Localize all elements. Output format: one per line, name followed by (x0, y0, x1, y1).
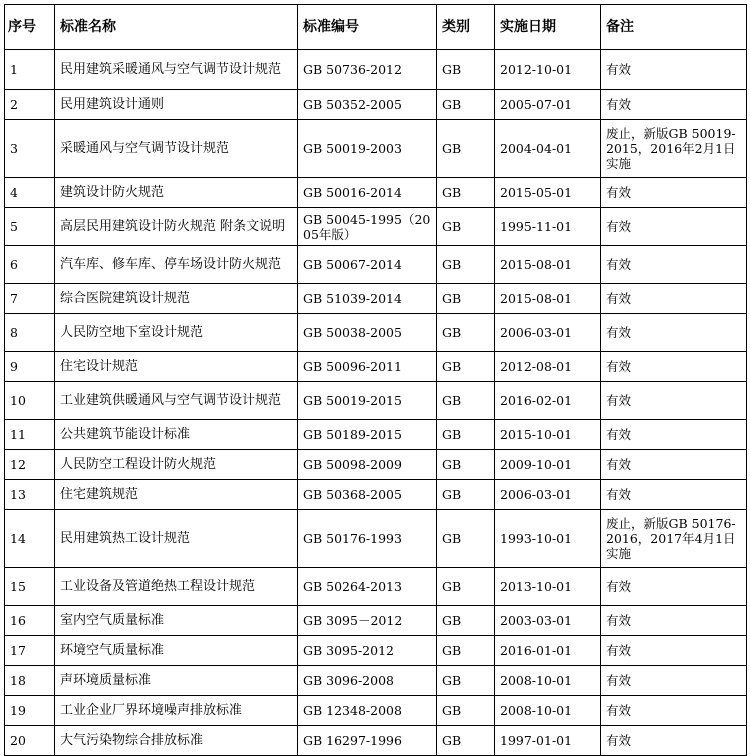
table-row (5, 450, 747, 480)
standard-name: 工业企业厂界环境噪声排放标准 (55, 696, 298, 726)
row-number: 5 (5, 208, 55, 246)
effective-date: 2008-10-01 (495, 666, 601, 696)
header-type: 类别 (437, 5, 495, 50)
standard-name: 工业设备及管道绝热工程设计规范 (55, 568, 298, 606)
standard-code: GB 50096-2011 (298, 352, 437, 382)
standard-name: 建筑设计防火规范 (55, 178, 298, 208)
table-row (5, 666, 747, 696)
row-number: 18 (5, 666, 55, 696)
standard-type: GB (437, 606, 495, 636)
remark: 有效 (601, 696, 747, 726)
remark: 有效 (601, 480, 747, 510)
standard-name: 住宅设计规范 (55, 352, 298, 382)
standard-type: GB (437, 666, 495, 696)
standard-type: GB (437, 90, 495, 120)
standard-code: GB 50098-2009 (298, 450, 437, 480)
table-row (5, 208, 747, 246)
effective-date: 2006-03-01 (495, 480, 601, 510)
remark: 有效 (601, 246, 747, 284)
standard-name: 大气污染物综合排放标准 (55, 726, 298, 756)
row-number: 14 (5, 510, 55, 568)
remark: 有效 (601, 90, 747, 120)
remark: 有效 (601, 450, 747, 480)
row-number: 8 (5, 314, 55, 352)
row-number: 7 (5, 284, 55, 314)
effective-date: 1993-10-01 (495, 510, 601, 568)
effective-date: 2006-03-01 (495, 314, 601, 352)
remark: 有效 (601, 606, 747, 636)
standard-type: GB (437, 314, 495, 352)
effective-date: 1997-01-01 (495, 726, 601, 756)
standard-type: GB (437, 120, 495, 178)
effective-date: 2015-08-01 (495, 284, 601, 314)
standard-type: GB (437, 246, 495, 284)
remark: 有效 (601, 636, 747, 666)
table-row (5, 90, 747, 120)
row-number: 17 (5, 636, 55, 666)
effective-date: 2015-05-01 (495, 178, 601, 208)
table-row (5, 696, 747, 726)
table-row (5, 50, 747, 90)
standard-type: GB (437, 480, 495, 510)
remark: 有效 (601, 382, 747, 420)
standard-code: GB 50045-1995（2005年版） (298, 208, 437, 246)
remark: 有效 (601, 420, 747, 450)
effective-date: 2009-10-01 (495, 450, 601, 480)
standard-name: 汽车库、修车库、停车场设计防火规范 (55, 246, 298, 284)
standard-code: GB 50352-2005 (298, 90, 437, 120)
standard-name: 声环境质量标准 (55, 666, 298, 696)
row-number: 4 (5, 178, 55, 208)
standard-name: 综合医院建筑设计规范 (55, 284, 298, 314)
row-number: 9 (5, 352, 55, 382)
header-date: 实施日期 (495, 5, 601, 50)
standard-type: GB (437, 352, 495, 382)
table-row (5, 314, 747, 352)
table-row (5, 636, 747, 666)
row-number: 19 (5, 696, 55, 726)
standard-type: GB (437, 382, 495, 420)
standard-name: 民用建筑热工设计规范 (55, 510, 298, 568)
header-row (5, 5, 747, 50)
standard-code: GB 50176-1993 (298, 510, 437, 568)
table-row (5, 120, 747, 178)
effective-date: 2016-02-01 (495, 382, 601, 420)
table-row (5, 510, 747, 568)
remark: 有效 (601, 568, 747, 606)
header-note: 备注 (601, 5, 747, 50)
row-number: 15 (5, 568, 55, 606)
effective-date: 1995-11-01 (495, 208, 601, 246)
row-number: 11 (5, 420, 55, 450)
row-number: 2 (5, 90, 55, 120)
remark: 有效 (601, 178, 747, 208)
standard-code: GB 3095－2012 (298, 606, 437, 636)
standard-type: GB (437, 636, 495, 666)
remark: 有效 (601, 726, 747, 756)
standard-type: GB (437, 450, 495, 480)
standard-name: 环境空气质量标准 (55, 636, 298, 666)
standard-type: GB (437, 510, 495, 568)
table-row (5, 178, 747, 208)
standard-name: 民用建筑设计通则 (55, 90, 298, 120)
standard-name: 高层民用建筑设计防火规范 附条文说明 (55, 208, 298, 246)
remark: 有效 (601, 50, 747, 90)
standard-type: GB (437, 696, 495, 726)
standard-type: GB (437, 284, 495, 314)
header-name: 标准名称 (55, 5, 298, 50)
table-row (5, 480, 747, 510)
table-row (5, 352, 747, 382)
standard-name: 住宅建筑规范 (55, 480, 298, 510)
table-row (5, 606, 747, 636)
table-body (5, 50, 747, 756)
standard-name: 采暖通风与空气调节设计规范 (55, 120, 298, 178)
standard-type: GB (437, 420, 495, 450)
row-number: 16 (5, 606, 55, 636)
row-number: 1 (5, 50, 55, 90)
standard-name: 人民防空地下室设计规范 (55, 314, 298, 352)
effective-date: 2004-04-01 (495, 120, 601, 178)
standard-code: GB 16297-1996 (298, 726, 437, 756)
effective-date: 2012-08-01 (495, 352, 601, 382)
remark: 废止，新版GB 50176-2016，2017年4月1日实施 (601, 510, 747, 568)
standard-type: GB (437, 50, 495, 90)
table-row (5, 382, 747, 420)
standard-code: GB 3095-2012 (298, 636, 437, 666)
standard-code: GB 51039-2014 (298, 284, 437, 314)
standard-code: GB 50189-2015 (298, 420, 437, 450)
header-no: 序号 (5, 5, 55, 50)
standard-code: GB 50264-2013 (298, 568, 437, 606)
table-row (5, 568, 747, 606)
effective-date: 2012-10-01 (495, 50, 601, 90)
standard-code: GB 50038-2005 (298, 314, 437, 352)
remark: 有效 (601, 666, 747, 696)
remark: 有效 (601, 352, 747, 382)
standard-name: 人民防空工程设计防火规范 (55, 450, 298, 480)
standard-type: GB (437, 568, 495, 606)
row-number: 12 (5, 450, 55, 480)
effective-date: 2003-03-01 (495, 606, 601, 636)
effective-date: 2015-10-01 (495, 420, 601, 450)
effective-date: 2016-01-01 (495, 636, 601, 666)
standard-name: 室内空气质量标准 (55, 606, 298, 636)
effective-date: 2013-10-01 (495, 568, 601, 606)
table-row (5, 246, 747, 284)
standards-table (4, 4, 747, 756)
row-number: 10 (5, 382, 55, 420)
row-number: 3 (5, 120, 55, 178)
table-row (5, 420, 747, 450)
standard-code: GB 50019-2003 (298, 120, 437, 178)
remark: 废止，新版GB 50019-2015，2016年2月1日实施 (601, 120, 747, 178)
standard-code: GB 12348-2008 (298, 696, 437, 726)
effective-date: 2008-10-01 (495, 696, 601, 726)
standard-code: GB 50368-2005 (298, 480, 437, 510)
remark: 有效 (601, 284, 747, 314)
standard-name: 公共建筑节能设计标准 (55, 420, 298, 450)
standard-name: 民用建筑采暖通风与空气调节设计规范 (55, 50, 298, 90)
standard-code: GB 50016-2014 (298, 178, 437, 208)
standard-type: GB (437, 726, 495, 756)
standard-code: GB 50067-2014 (298, 246, 437, 284)
standard-type: GB (437, 178, 495, 208)
remark: 有效 (601, 208, 747, 246)
standard-type: GB (437, 208, 495, 246)
table-row (5, 726, 747, 756)
row-number: 13 (5, 480, 55, 510)
remark: 有效 (601, 314, 747, 352)
standard-name: 工业建筑供暖通风与空气调节设计规范 (55, 382, 298, 420)
header-code: 标准编号 (298, 5, 437, 50)
row-number: 6 (5, 246, 55, 284)
row-number: 20 (5, 726, 55, 756)
standard-code: GB 50736-2012 (298, 50, 437, 90)
effective-date: 2005-07-01 (495, 90, 601, 120)
table-row (5, 284, 747, 314)
effective-date: 2015-08-01 (495, 246, 601, 284)
standard-code: GB 50019-2015 (298, 382, 437, 420)
standard-code: GB 3096-2008 (298, 666, 437, 696)
